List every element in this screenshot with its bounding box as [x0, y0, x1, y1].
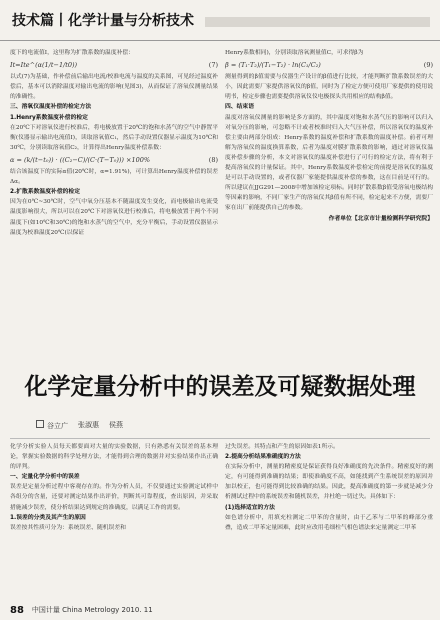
header-decoration-bar [205, 17, 430, 27]
byline [36, 420, 123, 431]
equation-8 [10, 155, 218, 165]
equation-9 [225, 60, 433, 70]
paragraph: 化学分析实验人员每天都要面对大量的实验数据，只有熟悉有关误差的基本理论，掌握实验数据的科学处理方法，才能得到合理的数据并对实验结果作出正确的评判。 [10, 444, 218, 471]
page-number: 88 [10, 604, 24, 616]
section-heading: 三、溶氧仪温度补偿的检定方法 [10, 104, 92, 111]
paragraph: 在20℃下对溶氧仪进行校准后，将电极放置于20℃的饱和水蒸气的空气中静置平衡(仪器显示输出电流值I)，读取溶氧值C₁，然后手动设置仪器显示温度为10℃和30℃，分别读取溶氧值C₂，计算得出Henry温度补偿系数： [10, 124, 218, 151]
page-header [0, 0, 440, 41]
paragraph: 因为在0℃~30℃时，空气中氧分压基本不随温度发生变化，而电极输出电流受温度影响很大，所以可以在20℃下对溶氧仪进行校准后，将电极放置于两个不同温度下(如10℃和30℃)的饱和水蒸气的空气中，充分平衡后，手动设置仪器显示温度为校准温度20℃(以保证 [10, 199, 218, 236]
equation-number: (7) [208, 61, 218, 70]
paragraph: Henry系数相同)，分别读取溶氧测量值C，可求得β为 [225, 50, 364, 56]
divider [10, 438, 430, 439]
subsection-heading: (1)选择适宜的方法 [225, 504, 275, 511]
paragraph: 以式(7)为基础，作补偿前后输出电流/校准电流与温度的关系图，可见经过温度补偿后，基本可以消除温度对输出电流的影响(见图3)，从而保证了溶氧仪测量结果的准确性。 [10, 74, 218, 101]
page-footer [10, 604, 430, 616]
equation-7 [10, 60, 218, 70]
subsection-heading: 2.扩散系数温度补偿的检定 [10, 189, 81, 196]
left-column-top [10, 48, 218, 360]
paragraph: 在实际分析中，测量的精密度是保证获得良好准确度的先决条件。精密度好的测定，有可能得到准确的结果；即使准确度不高，如能找到产生系统误差的原因并加以校正，也可能得到比较准确的结果。因此，提高准确度的第一步就是减少分析测试过程中的系统误差和随机误差，并杜绝一切过失。具体如下： [225, 464, 433, 501]
paragraph: 温度对溶氧仪测量的影响是多方面的，其中温度对饱和水蒸气压的影响可以归入对氧分压的影响，可忽略不计或者校准时归入大气压补偿，所以溶氧仪的温度补偿主要由两部分组成：Henry系数的温度补偿和扩散系数的温度补偿。前者可理解为溶氧仪的温度换算系数，后者为温度对膜扩散系数的影响，通过对溶氧仪温度补偿步骤的分析，本文对溶氧仪的温度补偿进行了可行的检定方法，将有利于提高溶氧仪的计量保证。其中，Henry系数温度补偿检定的前提是溶氧仪的温度是可以手动设置的，或者仪器厂家能提供温度补偿的参数，这在目前是可行的。所以建议在JJG291—2008中增加该检定项标。同时扩散系数β值受溶氧电极结构等因素的影响，不同厂家生产的溶氧仪其β值有所不同，检定起来不方便，需要厂家在出厂前能提供自己的参数。 [225, 114, 433, 212]
equation-number: (9) [423, 61, 433, 70]
author-name: 侯燕 [109, 421, 123, 429]
subsection-heading: 1.误差的分类及其产生的原因 [10, 514, 86, 521]
author-affiliation: 作者单位【北京市计量检测科学研究院】 [328, 215, 433, 222]
right-column-bottom [225, 442, 433, 600]
section-heading: 一、定量化学分析中的误差 [10, 474, 80, 481]
equation-number: (8) [208, 155, 218, 164]
paragraph: 度下的电流值I，这里称为扩散系数的温度补偿： [10, 50, 135, 56]
journal-info: 中国计量 China Metrology 2010. 11 [31, 606, 153, 614]
author-name: 张淑惠 [78, 421, 99, 429]
equation-text: β = (T₁·T₂)/(T₁−T₂) · ln(C₁/C₂) [225, 61, 321, 70]
paragraph: 如色谱分析中，用填充柱测定二甲苯的含量时，由于乙苯与二甲苯的峰部分重叠，造成二甲苯定量困难，此时应改用毛细柱气相色谱法来定量测定二甲苯 [225, 514, 433, 531]
equation-text: It=Ite^(α(1/t−1/t0)) [10, 61, 78, 70]
paragraph: 误差按其性质可分为：系统误差、随机误差和 [10, 524, 126, 531]
paragraph: 误差是定量分析过程中客观存在的。作为分析人员，不仅要通过实验测定试样中各组分的含量，还要对测定结果作出评价，判断其可靠程度，查出原因，并采取措施减少误差，使分析结果达到规定的准确度，以满足工作的需要。 [10, 484, 218, 511]
paragraph: 结合该温度下的实际α值(20℃时，α=1.91%)，可计算出Henry温度补偿的误差Δα。 [10, 169, 218, 186]
left-column-bottom [10, 442, 218, 600]
subsection-heading: 2.提高分析结果准确度的方法 [225, 454, 301, 461]
section-heading: 四、结束语 [225, 104, 254, 111]
paragraph: 测量得到的β值需要与仪器生产设计的β值进行比较，才能判断扩散系数误差的大小，因此需要厂家提供溶氧仪的β值，同时为了检定方便可使用厂家提供的使用说明书，检定步骤也需要提供溶氧仪仪电极探头共用相应的结构β值。 [225, 74, 433, 101]
author-name: 谷立广 [36, 420, 68, 431]
equation-text: α = (k/(t−t₀)) · ((C₂−C)/(C·(T−T₀))) ×100% [10, 155, 151, 164]
article-title: 化学定量分析中的误差及可疑数据处理 [24, 374, 416, 400]
paragraph: 过失误差。其特点和产生的原因如表1所示。 [225, 444, 339, 450]
subsection-heading: 1.Henry系数温度补偿的检定 [10, 114, 88, 121]
section-title: 技术篇丨化学计量与分析技术 [12, 13, 194, 29]
author-marker-icon [36, 420, 44, 428]
right-column-top [225, 48, 433, 360]
